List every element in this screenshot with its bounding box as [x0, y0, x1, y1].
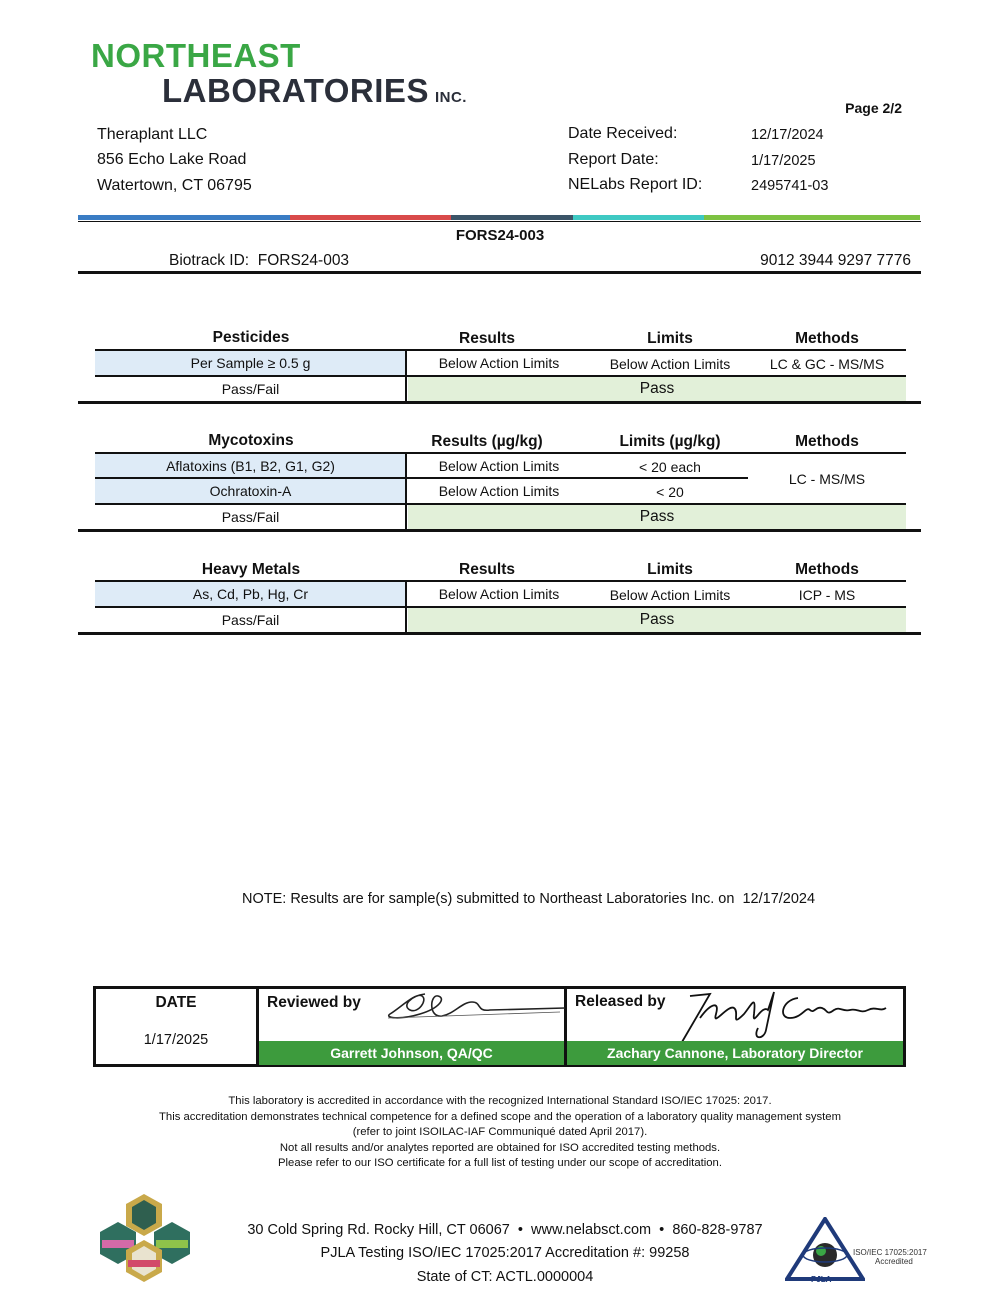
barcode-number: 9012 3944 9297 7776 [760, 252, 911, 269]
methods-header: Methods [795, 561, 859, 578]
releaser-name: Zachary Cannone, Laboratory Director [567, 1041, 903, 1065]
logo-inc: INC. [434, 89, 467, 106]
reviewer-signature [380, 988, 570, 1032]
pass-fail-value: Pass [639, 611, 675, 628]
note-date: 12/17/2024 [742, 891, 816, 907]
accreditation-line: Not all results and/or analytes reported are obtained for ISO accredited testing methods. [279, 1141, 721, 1154]
stripe-slate [451, 215, 573, 220]
results-header: Results (µg/kg) [431, 433, 543, 450]
report-id-label: NELabs Report ID: [568, 176, 703, 193]
sample-title: FORS24-003 [455, 227, 545, 244]
heavy-metals-header: Heavy Metals [201, 561, 301, 578]
report-id-value: 2495741-03 [751, 178, 829, 194]
ochratoxin-label: Ochratoxin-A [209, 483, 292, 499]
accreditation-line: This accreditation demonstrates technical competence for a defined scope and the operation of a laboratory quality management system [159, 1110, 841, 1123]
stripe-red [290, 215, 451, 220]
seal-name: PJLA [811, 1275, 832, 1284]
date-label: DATE [155, 994, 197, 1011]
method-value: LC - MS/MS [788, 471, 866, 487]
note [242, 891, 815, 907]
logo-laboratories-text: LABORATORIES [162, 72, 429, 109]
table-bottom-line [78, 529, 921, 532]
logo-northeast: NORTHEAST [91, 37, 301, 74]
aflatoxins-label: Aflatoxins (B1, B2, G1, G2) [166, 458, 335, 474]
aflatoxins-result: Below Action Limits [438, 458, 560, 474]
seal-text2: Accredited [875, 1257, 913, 1266]
accreditation-line: (refer to joint ISOILAC-IAF Communiqué dated April 2017). [352, 1126, 648, 1138]
aflatoxins-limit: < 20 each [639, 459, 701, 475]
released-by-label: Released by [575, 993, 666, 1010]
logo-laboratories [162, 73, 467, 116]
pass-fail-value: Pass [639, 508, 675, 525]
method-value: LC & GC - MS/MS [769, 356, 885, 372]
limits-header: Limits [647, 330, 693, 347]
color-stripe [78, 215, 920, 220]
report-date-value: 1/17/2025 [751, 153, 816, 169]
stripe-green [704, 215, 920, 220]
accreditation-line: Please refer to our ISO certificate for a full list of testing under our scope of accreditation. [278, 1157, 722, 1169]
pass-fail-value: Pass [639, 380, 675, 397]
methods-header: Methods [795, 433, 859, 450]
stripe-blue [78, 215, 290, 220]
results-header: Results [459, 561, 515, 578]
limits-header: Limits [647, 561, 693, 578]
divider [78, 221, 921, 222]
accreditation-text [0, 1094, 1000, 1172]
row-label: Per Sample ≥ 0.5 g [190, 355, 311, 371]
pjla-seal [785, 1217, 935, 1289]
footer-contact: 30 Cold Spring Rd. Rocky Hill, CT 06067 • www.nelabsct.com • 860-828-9787 [247, 1222, 763, 1238]
ochratoxin-limit: < 20 [656, 484, 684, 500]
client-city: Watertown, CT 06795 [97, 177, 252, 194]
biotrack-label: Biotrack ID: [169, 252, 250, 269]
limits-header: Limits (µg/kg) [619, 433, 721, 450]
mycotoxins-header: Mycotoxins [208, 432, 294, 449]
reviewer-name: Garrett Johnson, QA/QC [259, 1041, 564, 1065]
pesticides-header: Pesticides [212, 329, 290, 346]
report-date-label: Report Date: [568, 151, 659, 168]
footer-state: State of CT: ACTL.0000004 [416, 1269, 594, 1285]
date-received-label: Date Received: [568, 125, 678, 142]
footer-website[interactable]: www.nelabsct.com [531, 1222, 652, 1238]
footer-pjla: PJLA Testing ISO/IEC 17025:2017 Accreditation #: 99258 [320, 1245, 690, 1261]
result-value: Below Action Limits [438, 586, 560, 602]
note-text: NOTE: Results are for sample(s) submitted to Northeast Laboratories Inc. on [242, 891, 735, 907]
method-value: ICP - MS [798, 587, 856, 603]
stripe-teal [573, 215, 704, 220]
seal-text: ISO/IEC 17025:2017 [853, 1248, 927, 1257]
reviewed-by-label: Reviewed by [267, 994, 361, 1011]
limit-value: Below Action Limits [609, 356, 731, 372]
date-received-value: 12/17/2024 [751, 127, 824, 143]
limit-value: Below Action Limits [609, 587, 731, 603]
table-bottom-line [78, 401, 921, 404]
result-value: Below Action Limits [438, 355, 560, 371]
accreditation-line: This laboratory is accredited in accordance with the recognized International Standard ISO/IEC 17025: 2017. [228, 1095, 772, 1107]
pass-fail-label: Pass/Fail [221, 612, 280, 628]
client-street: 856 Echo Lake Road [97, 151, 247, 168]
methods-header: Methods [795, 330, 859, 347]
pass-fail-label: Pass/Fail [221, 509, 280, 525]
biotrack [169, 252, 349, 270]
divider [78, 271, 921, 274]
ochratoxin-result: Below Action Limits [438, 483, 560, 499]
footer-phone: 860-828-9787 [672, 1222, 763, 1238]
client-name: Theraplant LLC [97, 126, 208, 143]
biotrack-value: FORS24-003 [257, 252, 350, 269]
results-header: Results [459, 330, 515, 347]
table-bottom-line [78, 632, 921, 635]
page-number: Page 2/2 [845, 100, 902, 116]
footer-address: 30 Cold Spring Rd. Rocky Hill, CT 06067 [247, 1222, 510, 1238]
signoff-date: 1/17/2025 [143, 1032, 209, 1048]
pass-fail-label: Pass/Fail [221, 381, 280, 397]
row-label: As, Cd, Pb, Hg, Cr [192, 586, 309, 602]
